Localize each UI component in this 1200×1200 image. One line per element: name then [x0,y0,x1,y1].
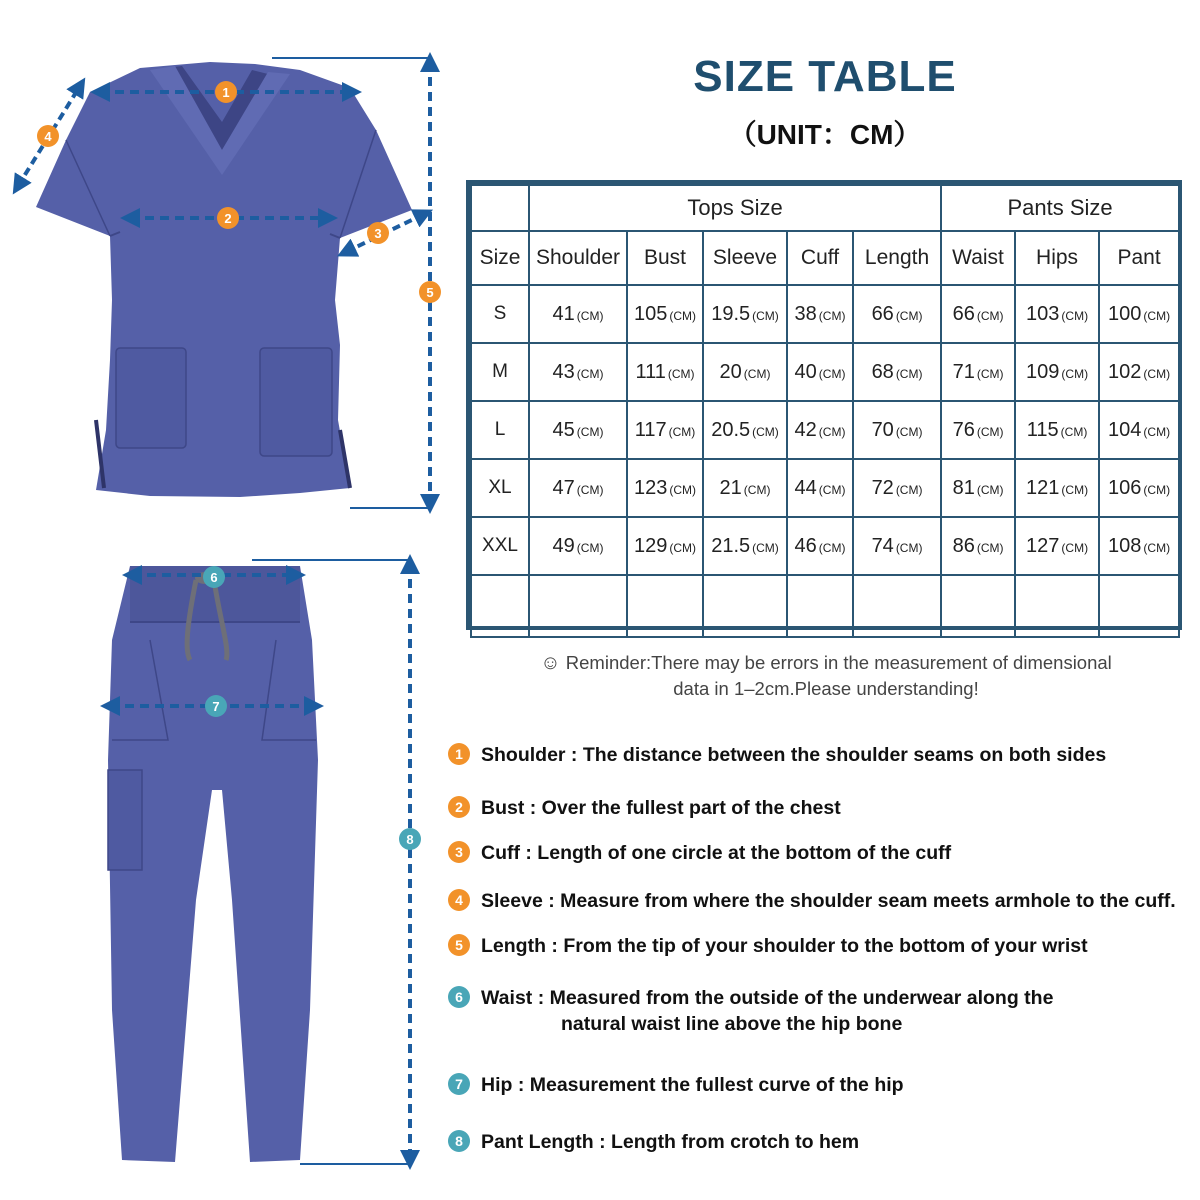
measurement-value: 71 [952,360,975,383]
measurement-value: 68 [871,360,894,383]
definition-text: Cuff : Length of one circle at the bottom of the cuff [481,842,952,864]
measurement-value: 42 [794,418,817,441]
unit-label: (CM) [1060,424,1088,439]
marker-5-label: 5 [426,285,434,300]
number-3-icon: 3 [448,841,470,863]
unit-label: (CM) [818,540,846,555]
number-7-icon: 7 [448,1073,470,1095]
measurement-cell [627,517,703,575]
measurement-cell [703,459,787,517]
measurement-value: 111 [635,360,666,383]
definition-text: Shoulder : The distance between the shoulder seams on both sides [481,744,1107,766]
measurement-value: 115 [1026,418,1059,441]
measurement-cell [529,459,627,517]
measurement-value: 102 [1108,360,1142,383]
measurement-value: 76 [952,418,975,441]
column-header: Hips [1015,231,1099,285]
page-title: SIZE TABLE [693,52,957,101]
unit-label: (CM) [976,540,1004,555]
column-header: Shoulder [529,231,627,285]
unit-label: (CM) [895,482,923,497]
measurement-cell [529,343,627,401]
measurement-cell [853,459,941,517]
unit-label: (CM) [743,366,771,381]
unit-label: (CM) [743,482,771,497]
measurement-cell [787,285,853,343]
measurement-value: 127 [1026,534,1060,557]
size-cell: XL [471,459,529,517]
measurement-cell [627,285,703,343]
measurement-value: 43 [552,360,575,383]
measurement-value: 40 [794,360,817,383]
measurement-value: 45 [552,418,575,441]
definition-sleeve [448,888,1193,914]
unit-label: (CM) [667,366,695,381]
measurement-cell [941,517,1015,575]
table-row [471,517,1179,575]
measurement-value: 86 [952,534,975,557]
column-header: Cuff [787,231,853,285]
definition-text: Waist : Measured from the outside of the underwear along the natural waist line above the hip bone [481,987,1054,1035]
unit-label: (CM) [669,482,697,497]
unit-label: (CM) [1143,366,1171,381]
measurement-value: 129 [633,534,668,557]
table-row [471,459,1179,517]
definition-text: Hip : Measurement the fullest curve of the hip [481,1074,904,1096]
measurement-value: 104 [1108,418,1142,441]
measurement-value: 123 [633,476,668,499]
number-2-icon: 2 [448,796,470,818]
definition-text: Bust : Over the fullest part of the chest [481,797,841,819]
marker-3-label: 3 [374,226,382,241]
unit-label: (CM) [576,366,604,381]
measurement-cell [941,401,1015,459]
reminder-note [470,650,1182,702]
measurement-cell [787,401,853,459]
measurement-cell [787,343,853,401]
number-5-icon: 5 [448,934,470,956]
unit-label: (CM) [576,482,604,497]
unit-label: (CM) [895,308,923,323]
unit-label: (CM) [818,366,846,381]
measurement-value: 121 [1026,476,1060,499]
measurement-value: 38 [794,302,817,325]
measurement-value: 106 [1108,476,1142,499]
reminder-line-2: data in 1–2cm.Please understanding! [673,678,979,699]
measurement-cell [787,459,853,517]
marker-4-label: 4 [44,129,52,144]
measurement-cell [1015,517,1099,575]
unit-label: (CM) [576,424,604,439]
unit-label: (CM) [1143,424,1171,439]
table-row [471,343,1179,401]
measurement-cell [627,401,703,459]
marker-1-label: 1 [222,85,230,100]
unit-label: (CM) [976,482,1004,497]
measurement-value: 21 [719,476,742,499]
measurement-cell [1099,517,1179,575]
unit-label: (CM) [818,424,846,439]
definition-hip [448,1072,1193,1098]
unit-label: (CM) [669,540,697,555]
measurement-value: 72 [871,476,894,499]
measurement-cell [853,401,941,459]
measurement-value: 103 [1026,302,1060,325]
reminder-line-1: Reminder:There may be errors in the measurement of dimensional [565,652,1112,673]
measurement-cell [1015,401,1099,459]
measurement-value: 20 [719,360,742,383]
measurement-value: 21.5 [711,534,751,557]
measurement-value: 47 [552,476,575,499]
unit-label: (CM) [752,308,779,323]
measurement-value: 74 [871,534,894,557]
tops-size-header: Tops Size [529,185,941,231]
measurement-value: 49 [552,534,575,557]
unit-label: (CM) [1143,308,1171,323]
measurement-value: 105 [633,302,668,325]
measurement-value: 66 [952,302,975,325]
unit-label: (CM) [895,366,923,381]
measurement-value: 66 [871,302,894,325]
unit-label: (CM) [976,308,1004,323]
measurement-cell [703,517,787,575]
measurement-value: 46 [794,534,817,557]
size-cell: S [471,285,529,343]
pants-size-header: Pants Size [941,185,1179,231]
unit-label: (CM) [669,308,697,323]
size-cell: L [471,401,529,459]
measurement-cell [1099,401,1179,459]
unit-label: (CM) [576,308,604,323]
definition-text: Pant Length : Length from crotch to hem [481,1131,860,1153]
measurement-cell [1099,343,1179,401]
measurement-cell [529,285,627,343]
garment-illustration [0,0,460,1200]
unit-label: (CM) [1143,482,1171,497]
measurement-cell [627,343,703,401]
table-row [471,401,1179,459]
measurement-cell [529,401,627,459]
number-8-icon: 8 [448,1130,470,1152]
unit-label: (CM) [1061,540,1089,555]
measurement-cell [703,401,787,459]
scrub-top-image [18,58,441,508]
definition-text: Length : From the tip of your shoulder to the bottom of your wrist [481,935,1088,957]
measurement-cell [787,517,853,575]
table-empty-row [471,575,1179,637]
measurement-cell [703,285,787,343]
measurement-cell [941,343,1015,401]
measurement-value: 108 [1108,534,1142,557]
size-cell: M [471,343,529,401]
measurement-cell [941,285,1015,343]
measurement-cell [853,285,941,343]
unit-label: (CM) [1143,540,1171,555]
table-row [471,285,1179,343]
measurement-cell [1015,285,1099,343]
measurement-value: 44 [794,476,817,499]
unit-label: (CM) [818,308,846,323]
definition-waist [448,985,1193,1037]
size-cell: XXL [471,517,529,575]
number-4-icon: 4 [448,889,470,911]
number-6-icon: 6 [448,986,470,1008]
measurement-value: 20.5 [711,418,751,441]
smiley-icon: ☺ [540,652,561,674]
number-1-icon: 1 [448,743,470,765]
measurement-cell [853,343,941,401]
measurement-cell [529,517,627,575]
column-header-row [471,231,1179,285]
unit-label: (CM) [976,366,1004,381]
definition-shoulder [448,742,1193,768]
measurement-value: 117 [634,418,667,441]
unit-label: (CM) [576,540,604,555]
measurement-value: 109 [1026,360,1060,383]
scrub-pants-image [108,560,421,1164]
size-table [466,180,1182,630]
measurement-cell [941,459,1015,517]
marker-8-label: 8 [406,832,414,847]
unit-label: (CM) [1061,482,1089,497]
unit-label: (CM) [1061,366,1089,381]
definition-bust [448,795,1193,821]
unit-label: （UNIT：CM） [728,119,922,150]
measurement-value: 70 [871,418,894,441]
measurement-cell [627,459,703,517]
unit-label: (CM) [976,424,1004,439]
measurement-value: 81 [952,476,975,499]
marker-2-label: 2 [224,211,232,226]
column-header: Size [471,231,529,285]
unit-label: (CM) [1061,308,1089,323]
measurement-value: 41 [552,302,575,325]
marker-6-label: 6 [210,570,218,585]
marker-7-label: 7 [212,699,220,714]
definition-pant-length [448,1129,1193,1155]
unit-label: (CM) [752,540,779,555]
definition-text: Sleeve : Measure from where the shoulder seam meets armhole to the cuff. [481,890,1176,912]
definition-cuff [448,840,1193,866]
column-header: Bust [627,231,703,285]
measurement-cell [853,517,941,575]
column-header: Length [853,231,941,285]
unit-label: (CM) [895,540,923,555]
column-header: Sleeve [703,231,787,285]
unit-label: (CM) [895,424,923,439]
definition-length [448,933,1193,959]
measurement-value: 100 [1108,302,1142,325]
unit-label: (CM) [668,424,696,439]
measurement-cell [1015,343,1099,401]
measurement-cell [1099,285,1179,343]
measurement-cell [1015,459,1099,517]
measurement-value: 19.5 [711,302,751,325]
unit-label: (CM) [818,482,846,497]
table-corner-cell [471,185,529,231]
measurement-cell [703,343,787,401]
column-header: Pant [1099,231,1179,285]
measurement-cell [1099,459,1179,517]
unit-label: (CM) [752,424,779,439]
column-header: Waist [941,231,1015,285]
